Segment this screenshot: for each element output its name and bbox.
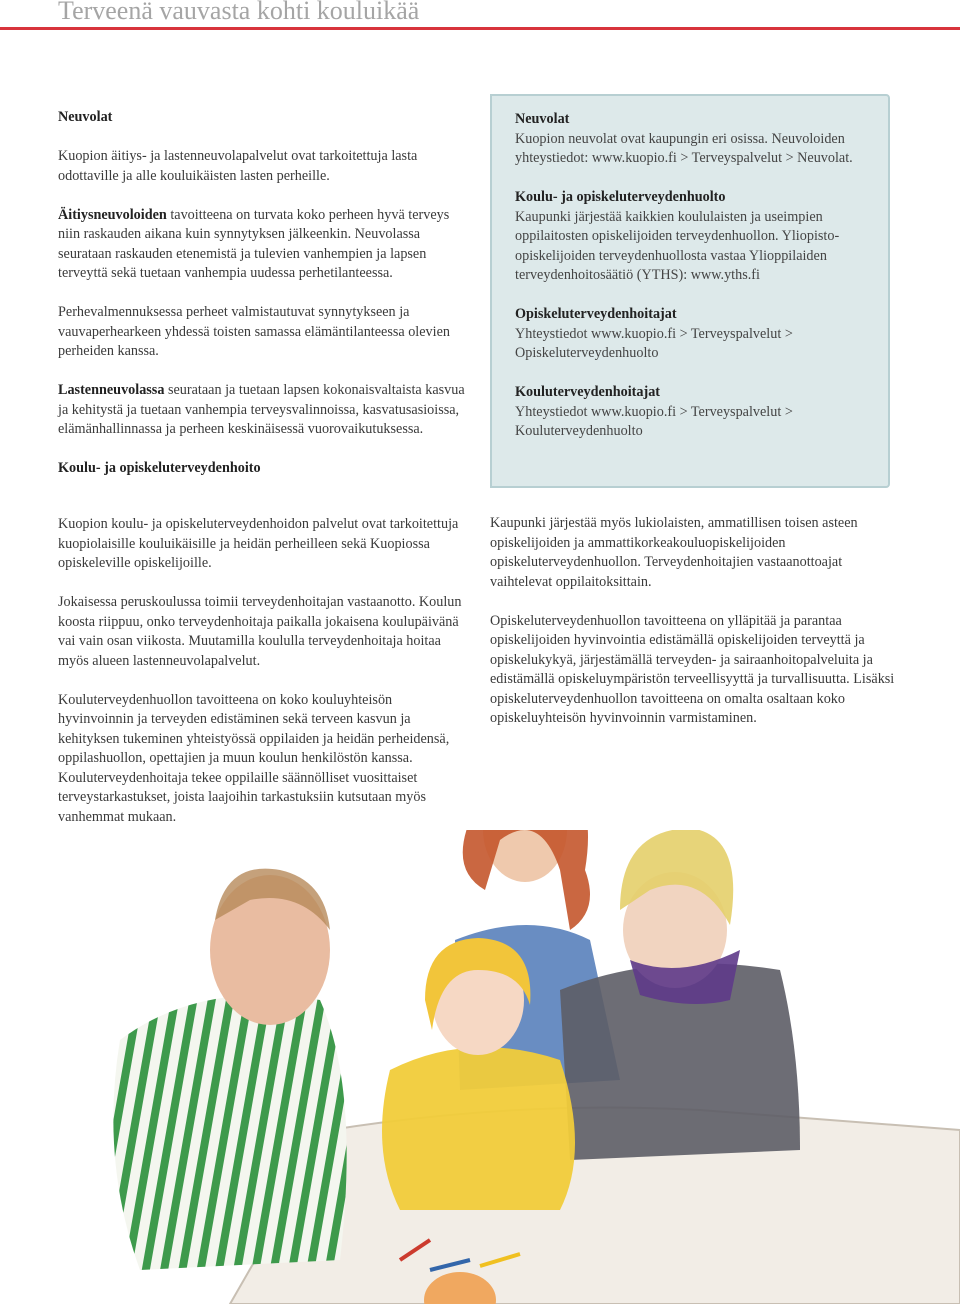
aitiysneuvola-text: tavoitteena on turvata koko perheen hyvä terveys niin raskauden aikana kuin synnytyksen jälkeenkin. Neuvolassa seurataan raskauden etenemistä ja tulevien vanhempien ja lapsen terveyttä sekä tuetaan vanhempia uudessa perhetilanteessa.: [58, 206, 450, 281]
child-body: [382, 1047, 575, 1210]
infobox-opiskelu-heading: Opiskeluterveydenhoitajat: [515, 306, 677, 322]
koulu-intro: Kuopion koulu- ja opiskeluterveydenhoidon palvelut ovat tarkoitettuja kuopiolaisille kouluikäisille ja heidän perheilleen sekä Kuopiossa opiskeleville opiskelijoille.: [58, 516, 459, 571]
father-body: [113, 995, 346, 1270]
perhevalmennus-paragraph: Perhevalmennuksessa perheet valmistautuvat synnytykseen ja vauvaperhearkeen yhdessä toisten samassa elämäntilanteessa olevien perheiden kanssa.: [58, 304, 450, 359]
infobox-kouluterveys-heading: Kouluterveydenhoitajat: [515, 384, 661, 400]
neuvolat-heading: Neuvolat: [58, 109, 113, 125]
infobox-opiskelu-text: Yhteystiedot www.kuopio.fi > Terveyspalvelut > Opiskeluterveydenhuolto: [515, 325, 793, 361]
left-column-top: [58, 108, 468, 479]
contact-info-box: [490, 94, 890, 488]
right-column: [490, 514, 895, 748]
infobox-koulu-text: Kaupunki järjestää kaikkien koululaisten ja useimpien oppilaitosten opiskelijoiden terveydenhuollon. Yliopisto-opiskelijoiden terveydenhuollosta vastaa Ylioppilaiden terveydenhoitosäätiö (YTHS): www.yths.fi: [515, 208, 840, 283]
infobox-kouluterveys-text: Yhteystiedot www.kuopio.fi > Terveyspalvelut > Kouluterveydenhuolto: [515, 403, 793, 439]
neuvolat-intro: Kuopion äitiys- ja lastenneuvolapalvelut ovat tarkoitettuja lasta odottaville ja alle kouluikäisten lasten perheille.: [58, 148, 418, 184]
header-rule: [0, 27, 960, 30]
kouluterveydenhuolto-paragraph: Kouluterveydenhuollon tavoitteena on koko kouluyhteisön hyvinvoinnin ja terveyden edistäminen sekä terveen kasvun ja kehityksen tukeminen yhteistyössä oppilaiden ja heidän perheidensä, oppilashuollon, opettajien ja muun koulun henkilöstön kanssa. Kouluterveydenhoitaja tekee oppilaille säännölliset vuosittaiset terveystarkastukset, joista laajoihin tarkastuksiin kutsutaan myös vanhemmat mukaan.: [58, 691, 450, 825]
family-illustration: [0, 830, 960, 1304]
lastenneuvola-text: seurataan ja tuetaan lapsen kokonaisvaltaista kasvua ja kehitystä ja tuetaan vanhempia terveysvalinnoissa, kasvatusasioissa, elämänhallinnassa ja perheen keskinäisessä vuorovaikutuksessa.: [58, 382, 465, 437]
lastenneuvola-term: Lastenneuvolassa: [58, 382, 165, 398]
aitiysneuvola-paragraph: [58, 206, 468, 284]
left-column-bottom: [58, 515, 470, 847]
right-paragraph-1: Kaupunki järjestää myös lukiolaisten, ammatillisen toisen asteen opiskelijoiden ja ammattikorkeakouluopiskelijoiden opiskeluterveydenhuollon. Terveydenhoitajien vastaanottoajat vaihtelevat oppilaitoksittain.: [490, 515, 858, 590]
koulu-heading: Koulu- ja opiskeluterveydenhoito: [58, 460, 261, 476]
infobox-neuvolat-text: Kuopion neuvolat ovat kaupungin eri osissa. Neuvoloiden yhteystiedot: www.kuopio.fi > Terveyspalvelut > Neuvolat.: [515, 130, 853, 166]
right-paragraph-2: Opiskeluterveydenhuollon tavoitteena on ylläpitää ja parantaa opiskelijoiden hyvinvointia edistämällä opiskelijoiden terveyttä ja opiskelukykyä, järjestämällä terveyden- ja sairaanhoitopalveluita ja edistämällä opiskeluympäristön terveellisyyttä ja turvallisuutta. Lisäksi opiskeluterveydenhuollon tavoitteena on omalta osaltaan koko opiskeluyhteisön hyvinvoinnin varmistaminen.: [490, 612, 895, 726]
infobox-neuvolat-heading: Neuvolat: [515, 111, 570, 127]
page-title: Terveenä vauvasta kohti kouluikää: [58, 0, 420, 25]
lastenneuvola-paragraph: [58, 381, 468, 440]
aitiysneuvola-term: Äitiysneuvoloiden: [58, 206, 167, 223]
peruskoulu-paragraph: Jokaisessa peruskoulussa toimii terveydenhoitajan vastaanotto. Koulun koosta riippuu, onko terveydenhoitaja paikalla jokaisena koulupäivänä vai vain osan viikosta. Muutamilla koululla terveydenhoitaja hoitaa myös alueen lastenneuvolapalvelut.: [58, 594, 462, 669]
infobox-koulu-heading: Koulu- ja opiskeluterveydenhuolto: [515, 189, 726, 205]
